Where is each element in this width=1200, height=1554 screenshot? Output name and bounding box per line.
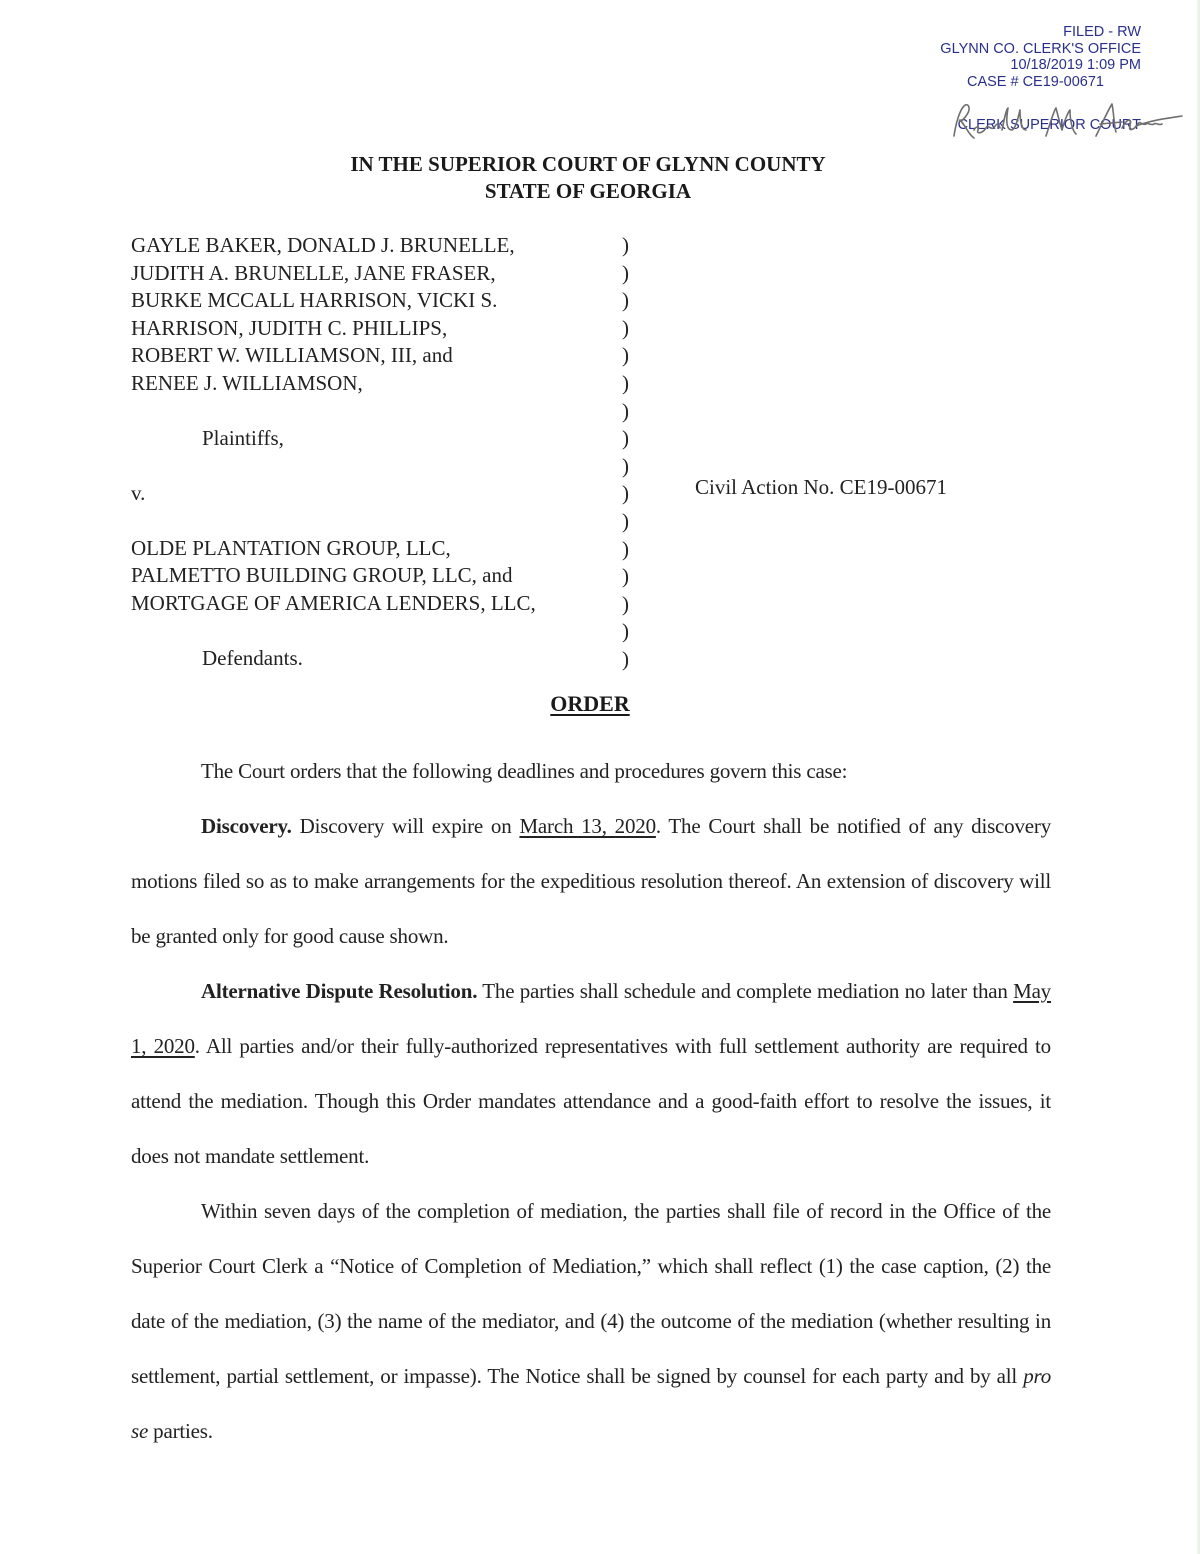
- filing-stamp: [940, 24, 1141, 134]
- court-heading: [288, 151, 888, 205]
- adr-text-before: The parties shall schedule and complete mediation no later than: [477, 979, 1014, 1003]
- intro-paragraph: The Court orders that the following deadlines and procedures govern this case:: [201, 759, 848, 783]
- stamp-office: GLYNN CO. CLERK'S OFFICE: [940, 40, 1141, 57]
- versus-label: v.: [131, 480, 146, 505]
- paren: ): [622, 453, 629, 478]
- stamp-filed: FILED - RW: [1063, 24, 1141, 40]
- notice-paragraph: [131, 1184, 1051, 1459]
- caption-parentheses: [622, 232, 629, 674]
- notice-text-after: parties.: [148, 1419, 213, 1443]
- discovery-text-before: Discovery will expire on: [291, 814, 520, 838]
- plaintiff-line: HARRISON, JUDITH C. PHILLIPS,: [131, 315, 448, 340]
- court-state: STATE OF GEORGIA: [484, 179, 692, 203]
- case-caption: [131, 232, 536, 672]
- defendant-line: OLDE PLANTATION GROUP, LLC,: [131, 535, 451, 560]
- order-body: [131, 744, 1051, 1459]
- paren: ): [622, 591, 629, 616]
- stamp-case-number: CASE # CE19-00671: [966, 73, 1104, 90]
- adr-paragraph: [131, 964, 1051, 1184]
- adr-text-after: . All parties and/or their fully-authorized representatives with full settlement authority are required to attend the mediation. Though this Order mandates attendance and a good-faith effort to resolve the issues, it does not mandate settlement.: [131, 1034, 1051, 1168]
- discovery-text-after: . The Court shall be notified of any discovery motions filed so as to make arrangements for the expeditious resolution thereof. An extension of discovery will be granted only for good cause shown.: [131, 814, 1051, 948]
- paren: ): [622, 426, 629, 451]
- paren: ): [622, 508, 629, 533]
- civil-action-number: Civil Action No. CE19-00671: [695, 475, 947, 499]
- defendants-label: Defendants.: [202, 645, 303, 670]
- notice-text-before: Within seven days of the completion of mediation, the parties shall file of record in the Office of the Superior Court Clerk a “Notice of Completion of Mediation,” which shall reflect (1) the case caption, (2) the date of the mediation, (3) the name of the mediator, and (4) the outcome of the mediation (whether resulting in settlement, partial settlement, or impasse). The Notice shall be signed by counsel for each party and by all: [131, 1199, 1051, 1388]
- plaintiff-line: GAYLE BAKER, DONALD J. BRUNELLE,: [131, 233, 515, 257]
- discovery-deadline: March 13, 2020: [519, 814, 656, 838]
- paren: ): [622, 288, 629, 313]
- plaintiffs-label: Plaintiffs,: [202, 425, 284, 450]
- court-name: IN THE SUPERIOR COURT OF GLYNN COUNTY: [350, 152, 826, 176]
- paren: ): [622, 646, 629, 671]
- spacer: [131, 507, 536, 535]
- adr-heading: Alternative Dispute Resolution.: [201, 979, 478, 1003]
- mediation-deadline: May 1, 2020: [131, 979, 1051, 1058]
- order-title: ORDER: [550, 691, 630, 716]
- defendant-line: MORTGAGE OF AMERICA LENDERS, LLC,: [131, 590, 536, 615]
- discovery-heading: Discovery.: [201, 814, 292, 838]
- paren: ): [622, 370, 629, 395]
- spacer: [131, 397, 536, 425]
- paren: ): [622, 619, 629, 644]
- paren: ): [622, 536, 629, 561]
- spacer: [131, 452, 536, 480]
- plaintiff-line: JUDITH A. BRUNELLE, JANE FRASER,: [131, 260, 496, 285]
- paren: ): [622, 564, 629, 589]
- paren: ): [622, 233, 629, 257]
- pro-se-term: pro se: [131, 1364, 1051, 1443]
- spacer: [131, 617, 536, 645]
- defendant-line: PALMETTO BUILDING GROUP, LLC, and: [131, 563, 513, 587]
- paren: ): [622, 260, 629, 285]
- stamp-clerk-title: CLERK SUPERIOR COURT: [957, 117, 1141, 133]
- plaintiff-line: ROBERT W. WILLIAMSON, III, and: [131, 343, 453, 367]
- paren: ): [622, 315, 629, 340]
- paren: ): [622, 398, 629, 423]
- paren: ): [622, 343, 629, 368]
- plaintiff-line: RENEE J. WILLIAMSON,: [131, 370, 363, 395]
- paren: ): [622, 481, 629, 506]
- stamp-datetime: 10/18/2019 1:09 PM: [1010, 57, 1141, 73]
- discovery-paragraph: [131, 799, 1051, 964]
- plaintiff-line: BURKE MCCALL HARRISON, VICKI S.: [131, 288, 498, 312]
